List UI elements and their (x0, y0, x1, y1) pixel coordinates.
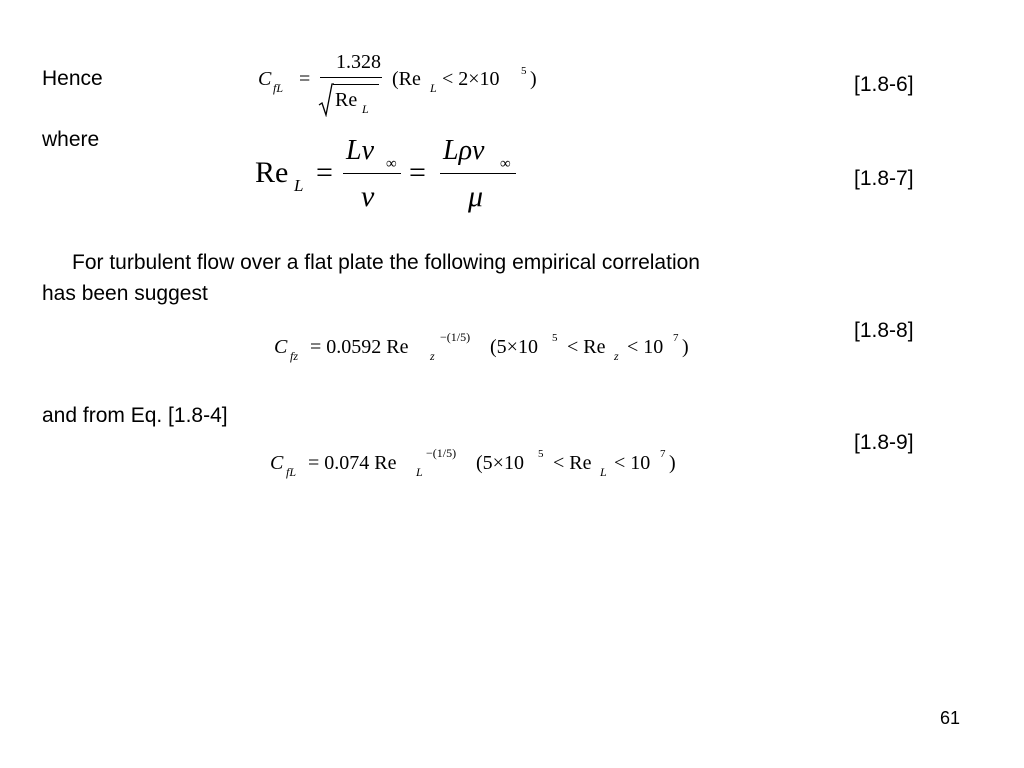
hence-label: Hence (42, 67, 103, 90)
eq8-lhs: C (274, 336, 288, 358)
eq6-fraction-bar (320, 77, 382, 78)
eq7-fraction-bar-1 (343, 173, 401, 174)
eq6-condition-rest: < 2×10 (442, 68, 500, 90)
eq9-cond-c: < 10 (614, 452, 651, 474)
eq7-frac2-den: μ (468, 180, 484, 213)
paragraph-line-1: For turbulent flow over a flat plate the following empirical correlation (72, 251, 700, 274)
eq8-lhs-sub: fz (290, 349, 299, 363)
eq-number-1-8-8: [1.8-8] (854, 319, 914, 342)
eq6-lhs: C (258, 68, 272, 90)
eq-number-1-8-7: [1.8-7] (854, 167, 914, 190)
where-label: where (42, 128, 100, 151)
eq6-numerator: 1.328 (336, 51, 381, 73)
eq6-denominator-sub: L (362, 102, 369, 116)
eq8-cond-c-exp: 7 (673, 332, 679, 344)
eq7-frac2-num-sub: ∞ (500, 156, 511, 172)
eq7-frac2-num: Lρv (443, 135, 485, 166)
eq6-condition-open: (Re (392, 68, 421, 90)
eq9-cond-c-exp: 7 (660, 448, 666, 460)
eq9-cond-a: (5×10 (476, 452, 524, 474)
eq8-cond-c: < 10 (627, 336, 664, 358)
eq8-exponent: −(1/5) (440, 330, 471, 344)
eq8-cond-b: < Re (567, 336, 606, 358)
eq6-condition-sub: L (430, 81, 437, 95)
eq9-cond-b: < Re (553, 452, 592, 474)
eq7-lhs: Re (255, 156, 289, 189)
eq6-lhs-sub: fL (273, 81, 284, 95)
eq6-denominator: Re (335, 89, 358, 111)
eq8-rhs: = 0.0592 Re (310, 336, 409, 358)
eq9-lhs-sub: fL (286, 465, 297, 479)
eq7-frac1-den: ν (361, 180, 375, 213)
eq9-lhs: C (270, 452, 284, 474)
eq8-cond-close: ) (682, 336, 689, 358)
eq8-cond-b-sub: z (614, 349, 619, 363)
eq9-rhs: = 0.074 Re (308, 452, 397, 474)
eq7-fraction-bar-2 (440, 173, 516, 174)
eq7-frac1-num: Lv (346, 135, 374, 166)
eq-number-1-8-6: [1.8-6] (854, 73, 914, 96)
eq9-rhs-sub: L (416, 465, 423, 479)
eq7-lhs-sub: L (294, 176, 304, 195)
eq8-rhs-sub: z (430, 349, 435, 363)
eq8-cond-a-exp: 5 (552, 332, 558, 344)
eq6-condition-exp: 5 (521, 65, 527, 77)
eq8-cond-a: (5×10 (490, 336, 538, 358)
eq9-exponent: −(1/5) (426, 446, 457, 460)
from-eq-label: and from Eq. [1.8-4] (42, 404, 228, 427)
eq9-cond-b-sub: L (600, 465, 607, 479)
eq9-cond-a-exp: 5 (538, 448, 544, 460)
paragraph-line-2: has been suggest (42, 282, 208, 305)
page-number: 61 (940, 708, 961, 728)
eq7-frac1-num-sub: ∞ (386, 156, 397, 172)
eq-number-1-8-9: [1.8-9] (854, 431, 914, 454)
eq9-cond-close: ) (669, 452, 676, 474)
eq6-sqrt-icon (318, 83, 334, 117)
eq6-condition-close: ) (530, 68, 537, 90)
